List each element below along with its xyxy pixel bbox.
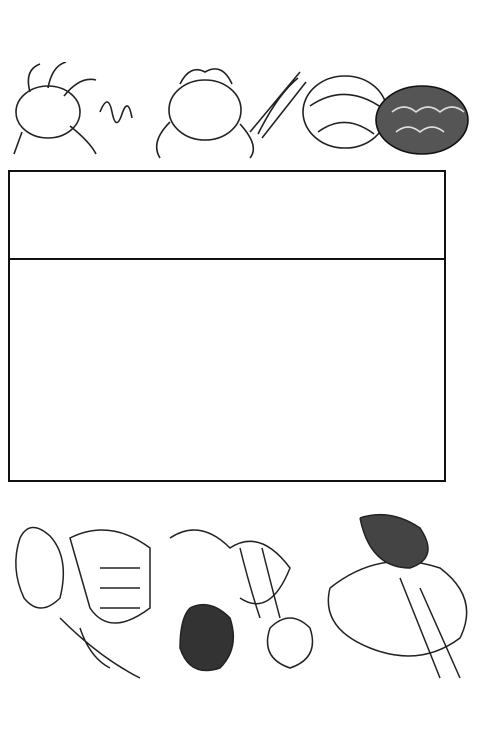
vegetables-illustration-bottom — [0, 508, 498, 688]
nutrition-table — [8, 170, 446, 482]
vegetables-illustration-top — [0, 62, 498, 162]
table-header — [10, 172, 444, 260]
